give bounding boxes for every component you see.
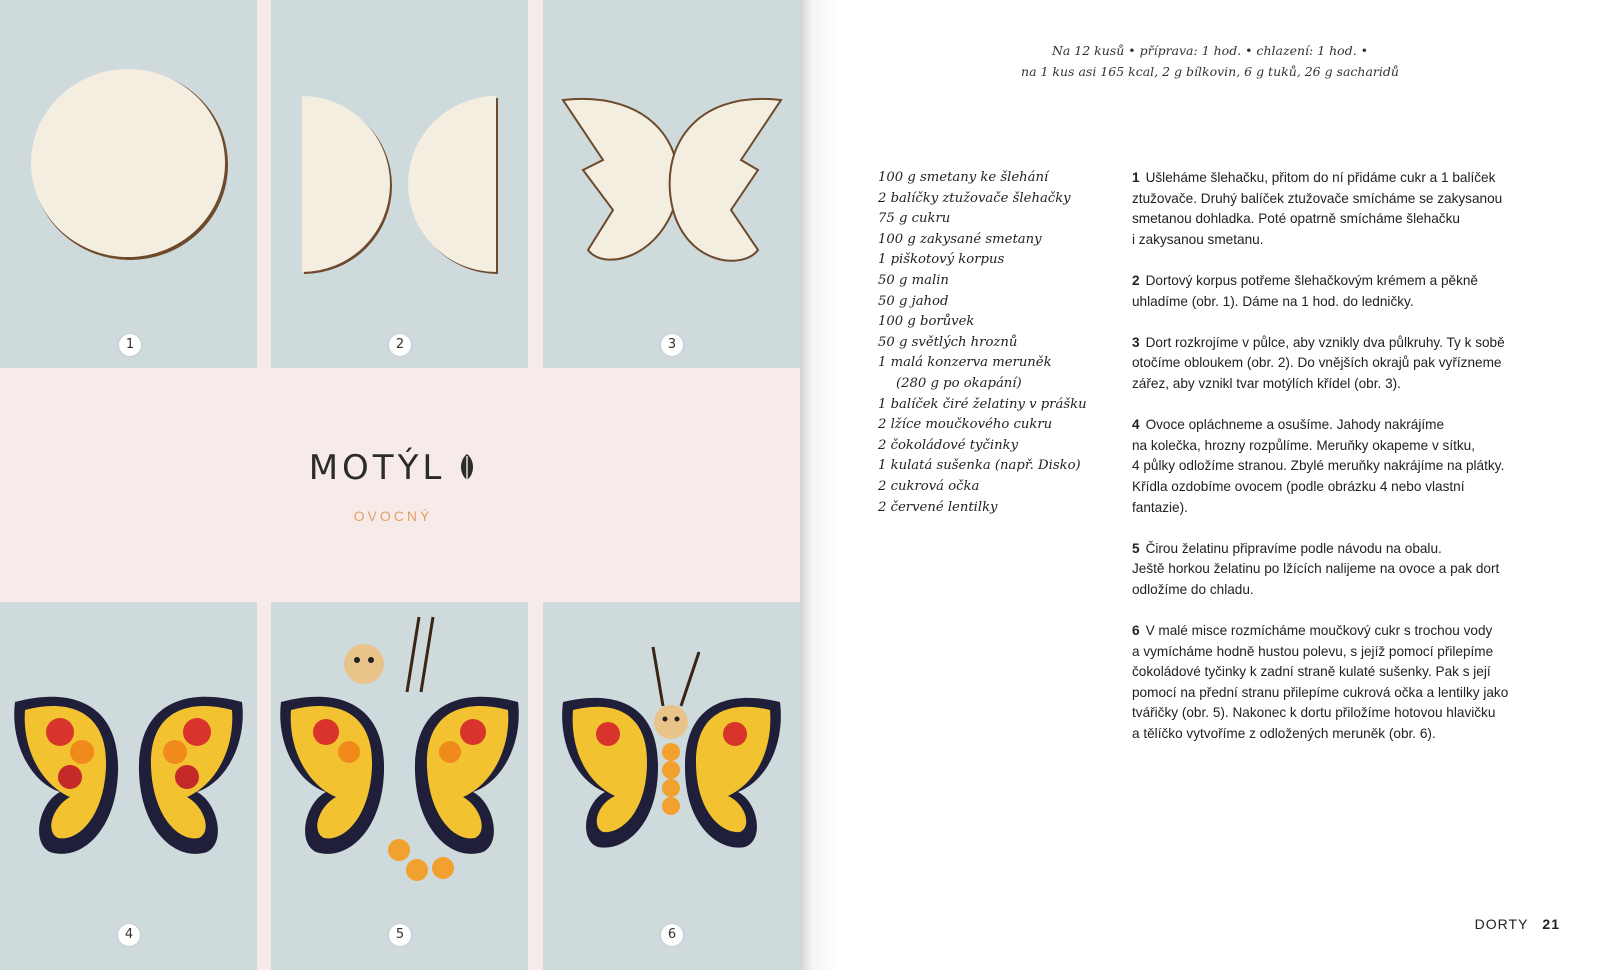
step-photo-4	[0, 602, 257, 970]
step-number-1: 1	[119, 334, 141, 356]
ingredients-list	[878, 168, 1108, 518]
recipe-title: MOTÝL	[308, 448, 446, 488]
recipe-meta	[1000, 40, 1420, 82]
method-step-text: V malé misce rozmícháme moučkový cukr s trochou vody a vymícháme hodně hustou polevu, s jejíž pomocí přilepíme čokoládové tyčinky k zadní straně kulaté sušenky. Pak s její pomocí na přední stranu přilepíme cukrová očka a lentilky jako tvářičky (obr. 5). Nakonec k dortu přiložíme hotovou hlavičku a tělíčko vytvoříme z odložených meruněk (obr. 6).	[1132, 623, 1509, 742]
ingredient-item: 50 g světlých hroznů	[878, 334, 1018, 350]
ingredient-item: 1 balíček čiré želatiny v prášku	[878, 396, 1087, 412]
step-number-4: 4	[118, 924, 140, 946]
recipe-title-block	[0, 368, 800, 600]
ingredient-item: 100 g zakysané smetany	[878, 231, 1042, 247]
method-step-6	[1132, 621, 1552, 745]
finished-butterfly-image	[543, 602, 800, 970]
method-step-number: 3	[1132, 334, 1140, 350]
ingredient-item: 1 piškotový korpus	[878, 252, 1005, 268]
step-photo-2	[271, 0, 528, 368]
method-step-1	[1132, 168, 1552, 250]
method-step-5	[1132, 539, 1552, 601]
step-photo-6	[543, 602, 800, 970]
recipe-meta-line-2: na 1 kus asi 165 kcal, 2 g bílkovin, 6 g tuků, 26 g sacharidů	[1021, 64, 1399, 79]
method-step-4	[1132, 415, 1552, 518]
ingredient-item: (280 g po okapání)	[896, 375, 1022, 391]
ingredient-item: 2 balíčky ztužovače šlehačky	[878, 190, 1071, 206]
method-step-number: 2	[1132, 272, 1140, 288]
step-number-3: 3	[661, 334, 683, 356]
method-step-text: Dortový korpus potřeme šlehačkovým krémem a pěkně uhladíme (obr. 1). Dáme na 1 hod. do ledničky.	[1132, 272, 1478, 309]
ingredient-item: 1 kulatá sušenka (např. Disko)	[878, 458, 1081, 474]
method-step-2	[1132, 271, 1552, 312]
round-cake-image	[0, 0, 257, 368]
step-photo-1	[0, 0, 257, 368]
wings-with-head-image	[271, 602, 528, 970]
step-photo-5	[271, 602, 528, 970]
recipe-subtitle: OVOCNÝ	[353, 508, 433, 524]
ingredient-item: 100 g borůvek	[878, 314, 975, 330]
method-step-number: 6	[1132, 623, 1140, 639]
decorated-wings-image	[0, 602, 257, 970]
ingredient-item: 50 g jahod	[878, 293, 949, 309]
method-step-number: 4	[1132, 417, 1140, 433]
page-number: 21	[1542, 916, 1560, 932]
recipe-meta-line-1: Na 12 kusů • příprava: 1 hod. • chlazení: 1 hod. •	[1051, 43, 1369, 58]
method-step-3	[1132, 333, 1552, 395]
ingredient-item: 75 g cukru	[878, 211, 951, 227]
step-photo-3	[543, 0, 800, 368]
ingredient-item: 1 malá konzerva meruněk	[878, 355, 1052, 371]
method-step-text: Ovoce opláchneme a osušíme. Jahody nakrájíme na kolečka, hrozny rozpůlíme. Meruňky okapeme v sítku, 4 půlky odložíme stranou. Zbylé meruňky nakrájíme na plátky. Křídla ozdobíme ovocem (podle obrázku 4 nebo vlastní fantazie).	[1132, 417, 1505, 515]
method-step-number: 1	[1132, 170, 1140, 185]
page-footer	[1475, 916, 1560, 932]
cake-wings-cut-image	[543, 0, 800, 368]
ingredient-item: 2 čokoládové tyčinky	[878, 437, 1019, 453]
ingredient-item: 2 červené lentilky	[878, 499, 998, 515]
method-step-number: 5	[1132, 540, 1140, 556]
method-step-text: Ušleháme šlehačku, přitom do ní přidáme cukr a 1 balíček ztužovače. Druhý balíček ztužovače smícháme se zakysanou smetanou dohladka. Poté opatrně smícháme šlehačku i zakysanou smetanu.	[1132, 170, 1503, 247]
step-number-2: 2	[389, 334, 411, 356]
book-spine-shadow	[800, 0, 840, 970]
ingredient-item: 2 cukrová očka	[878, 478, 980, 494]
method-step-text: Čirou želatinu připravíme podle návodu na obalu. Ještě horkou želatinu po lžících nalijeme na ovoce a pak dort odložíme do chladu.	[1132, 540, 1500, 597]
ingredient-item: 50 g malin	[878, 272, 949, 288]
ingredient-item: 100 g smetany ke šlehání	[878, 170, 1049, 185]
method-step-text: Dort rozkrojíme v půlce, aby vznikly dva půlkruhy. Ty k sobě otočíme obloukem (obr. 2). Do vnějších okrajů pak vyřízneme zářez, aby vznikl tvar motýlích křídel (obr. 3).	[1132, 334, 1505, 391]
cake-halves-image	[271, 0, 528, 368]
method-steps	[1132, 168, 1552, 765]
leaf-icon	[457, 452, 477, 484]
section-name: DORTY	[1474, 916, 1529, 932]
recipe-title-wrap	[0, 448, 786, 488]
ingredient-item: 2 lžíce moučkového cukru	[878, 417, 1053, 433]
step-number-5: 5	[389, 924, 411, 946]
step-number-6: 6	[661, 924, 683, 946]
